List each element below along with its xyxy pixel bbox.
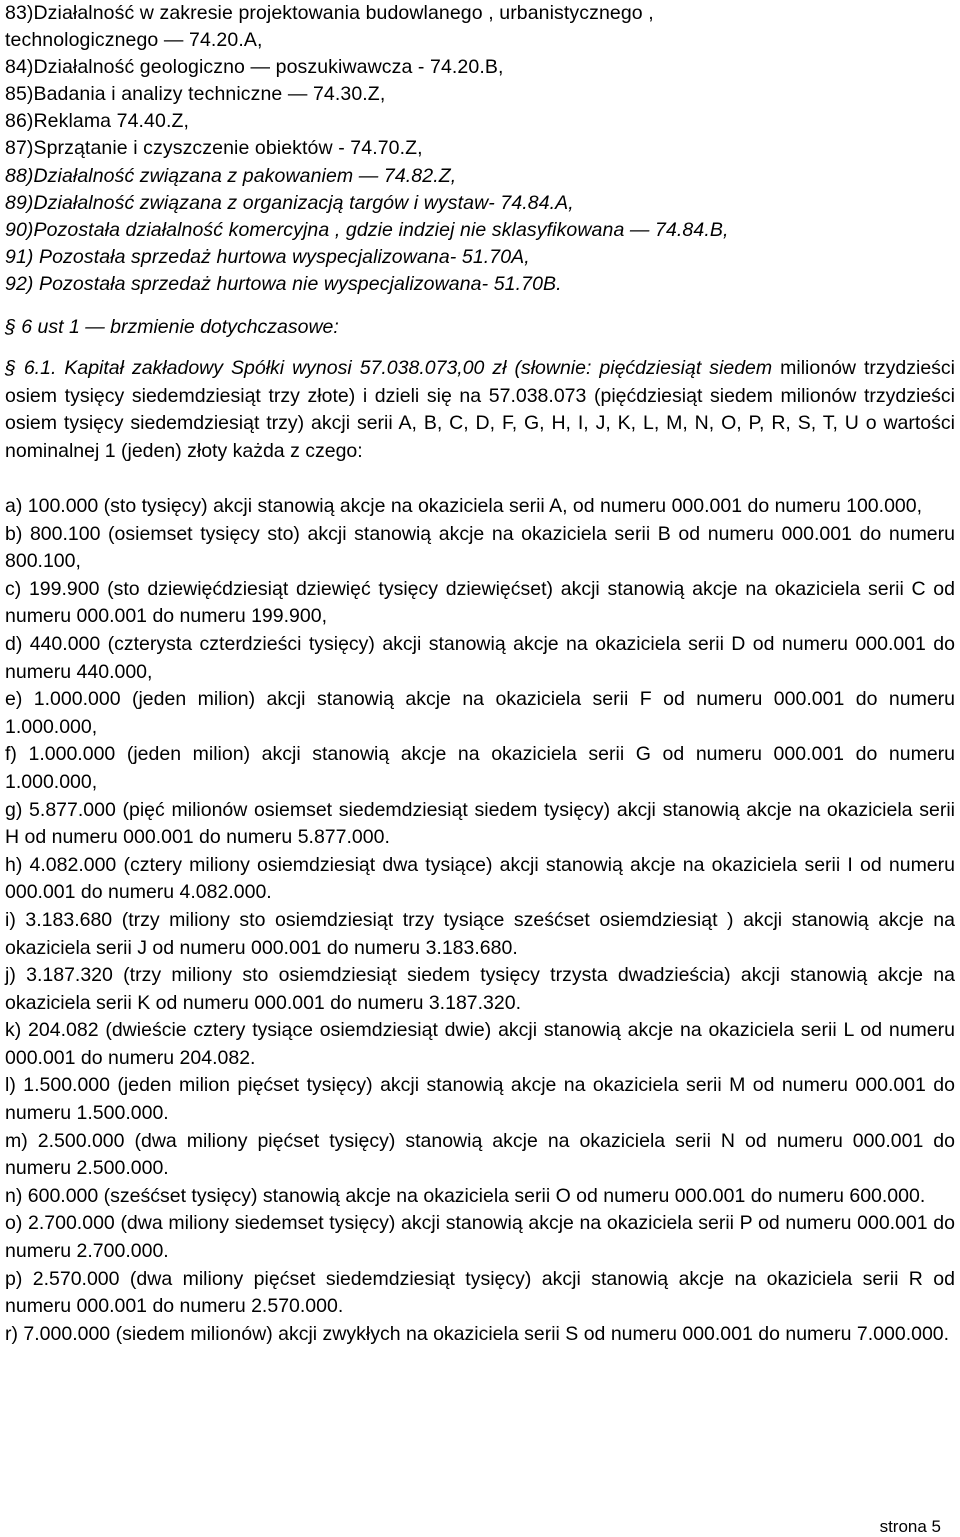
share-series-item: c) 199.900 (sto dziewięćdziesiąt dziewięć tysięcy dziewięćset) akcji stanowią akcje na okaziciela serii C od numeru 000.001 do numeru 199.900, [5,577,955,628]
share-series-item: n) 600.000 (sześćset tysięcy) stanowią akcje na okaziciela serii O od numeru 000.001 do numeru 600.000. [5,1184,926,1207]
share-series-item: f) 1.000.000 (jeden milion) akcji stanowią akcje na okaziciela serii G od numeru 000.001 do numeru 1.000.000, [5,743,955,793]
share-series-item: b) 800.100 (osiemset tysięcy sto) akcji stanowią akcje na okaziciela serii B od numeru 000.001 do numeru 800.100, [5,522,955,573]
activity-line: 83)Działalność w zakresie projektowania budowlanego , urbanistycznego , [5,2,654,24]
share-series-item: k) 204.082 (dwieście cztery tysiące osiemdziesiąt dwie) akcji stanowią akcje na okaziciela serii L od numeru 000.001 do numeru 204.082. [5,1019,955,1069]
share-series-item: m) 2.500.000 (dwa miliony pięćset tysięcy) stanowią akcje na okaziciela serii N od numeru 000.001 do numeru 2.500.000. [5,1129,955,1180]
activity-line: 86)Reklama 74.40.Z, [5,110,189,132]
share-series-item: i) 3.183.680 (trzy miliony sto osiemdziesiąt trzy tysiące sześćset osiemdziesiąt ) akcji stanowią akcje na okaziciela serii J od numeru 000.001 do numeru 3.183.680. [5,908,955,959]
share-series-list [5,493,955,1348]
share-series-item: d) 440.000 (czterysta czterdzieści tysięcy) akcji stanowią akcje na okaziciela serii D od numeru 000.001 do numeru 440.000, [5,632,955,683]
share-series-item: h) 4.082.000 (cztery miliony osiemdziesiąt dwa tysiące) akcji stanowią akcje na okaziciela serii I od numeru 000.001 do numeru 4.082.000. [5,853,955,904]
capital-rest: milionów trzydzieści osiem tysięcy siedemdziesiąt trzy złote) i dzieli się na 57.038.073 (pięćdziesiąt siedem milionów trzydzieści osiem tysięcy siedemdziesiąt trzy) akcji serii A, B, C, D, F, G, H, I, J, K, L, M, N, O, P, R, S, T, U o wartości nominalnej 1 (jeden) złoty każda z czego: [5,357,956,462]
share-series-item: p) 2.570.000 (dwa miliony pięćset siedemdziesiąt tysięcy) akcji stanowią akcje na okaziciela serii R od numeru 000.001 do numeru 2.570.000. [5,1267,955,1318]
share-series-item: a) 100.000 (sto tysięcy) akcji stanowią akcje na okaziciela serii A, od numeru 000.001 do numeru 100.000, [5,495,923,517]
share-series-item: g) 5.877.000 (pięć milionów osiemset siedemdziesiąt siedem tysięcy) akcji stanowią akcje na okaziciela serii H od numeru 000.001 do numeru 5.877.000. [5,798,955,849]
section-heading: § 6 ust 1 — brzmienie dotychczasowe: [5,316,339,338]
share-series-item: l) 1.500.000 (jeden milion pięćset tysięcy) akcji stanowią akcje na okaziciela serii M od numeru 000.001 do numeru 1.500.000. [5,1074,955,1125]
activity-line: 84)Działalność geologiczno — poszukiwawcza - 74.20.B, [5,56,504,78]
capital-paragraph [5,355,955,465]
share-series-item: r) 7.000.000 (siedem milionów) akcji zwykłych na okaziciela serii S od numeru 000.001 do numeru 7.000.000. [5,1322,950,1345]
activity-line: 87)Sprzątanie i czyszczenie obiektów - 74.70.Z, [5,137,423,159]
activity-line: 89)Działalność związana z organizacją targów i wystaw- 74.84.A, [5,192,574,214]
activity-line: 90)Pozostała działalność komercyjna , gdzie indziej nie sklasyfikowana — 74.84.B, [5,219,729,241]
share-series-item: o) 2.700.000 (dwa miliony siedemset tysięcy) akcji stanowią akcje na okaziciela serii P od numeru 000.001 do numeru 2.700.000. [5,1212,955,1263]
activity-line: 85)Badania i analizy techniczne — 74.30.Z, [5,83,386,105]
share-series-item: e) 1.000.000 (jeden milion) akcji stanowią akcje na okaziciela serii F od numeru 000.001 do numeru 1.000.000, [5,688,955,738]
activity-line: 88)Działalność związana z pakowaniem — 74.82.Z, [5,165,457,187]
capital-lead: § 6.1. Kapitał zakładowy Spółki wynosi 57.038.073,00 zł (słownie: pięćdziesiąt siedem [5,357,773,379]
activity-line: 92) Pozostała sprzedaż hurtowa nie wyspecjalizowana- 51.70B. [5,273,562,295]
activity-line: technologicznego — 74.20.A, [5,29,263,51]
page-number: strona 5 [879,1517,941,1536]
share-series-item: j) 3.187.320 (trzy miliony sto osiemdziesiąt siedem tysięcy trzysta dwadzieścia) akcji stanowią akcje na okaziciela serii K od numeru 000.001 do numeru 3.187.320. [5,964,955,1014]
activity-line: 91) Pozostała sprzedaż hurtowa wyspecjalizowana- 51.70A, [5,246,530,268]
